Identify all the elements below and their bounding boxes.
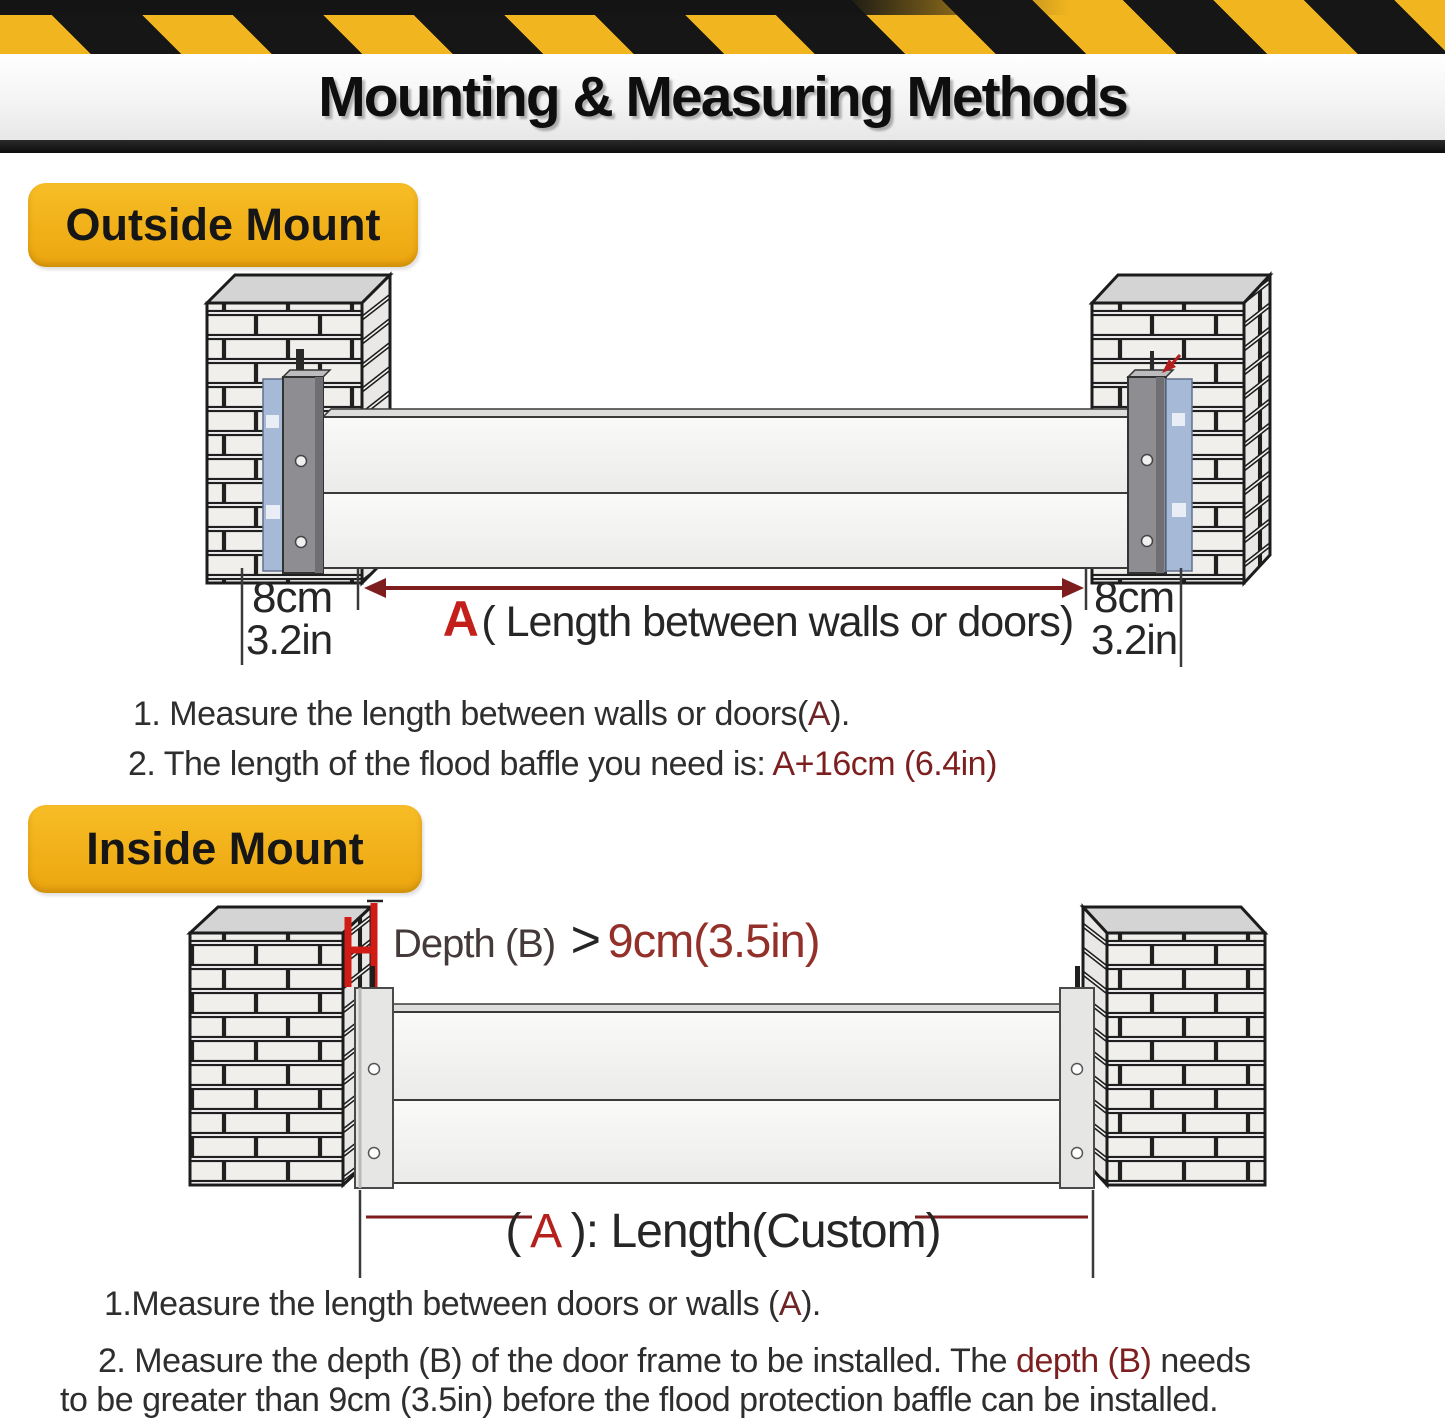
length-between-walls-label: A ( Length between walls or doors) <box>442 591 1074 647</box>
header-divider-bar <box>0 140 1445 153</box>
screw-hole <box>296 537 307 548</box>
outside-mount-label-text: Outside Mount <box>65 199 381 250</box>
screw-hole <box>1142 455 1153 466</box>
outside-step-2: 2. The length of the flood baffle you need is: A+16cm (6.4in) <box>128 745 997 783</box>
screw-hole <box>1142 536 1153 547</box>
inside-mount-diagram <box>0 895 1445 1280</box>
right-offset-in: 3.2in <box>1091 616 1178 663</box>
screw-hole <box>296 456 307 467</box>
outside-mount-diagram <box>0 265 1445 670</box>
screw-hole <box>1072 1064 1083 1075</box>
outside-mount-label <box>28 183 418 267</box>
screw-hole <box>369 1148 380 1159</box>
flood-baffle <box>323 409 1141 568</box>
depth-label: Depth (B) > 9cm(3.5in) <box>393 911 820 969</box>
mounting-bracket-left <box>263 349 330 573</box>
outside-step-1: 1. Measure the length between walls or doors(A). <box>133 695 850 733</box>
inside-mount-label-text: Inside Mount <box>86 823 364 874</box>
caution-tape-banner <box>0 0 1445 54</box>
title-band <box>0 54 1445 140</box>
mounting-bracket-right <box>1128 351 1192 573</box>
inside-mount-label <box>28 805 422 893</box>
page-title: Mounting & Measuring Methods <box>318 65 1127 129</box>
inside-step-2-line-2: to be greater than 9cm (3.5in) before the flood protection baffle can be installed. <box>60 1381 1219 1419</box>
seal-strip-right <box>1166 379 1192 571</box>
screw-hole <box>1072 1148 1083 1159</box>
screw-hole <box>369 1064 380 1075</box>
brick-wall-right <box>1083 907 1265 1185</box>
inside-step-2-line-1: 2. Measure the depth (B) of the door frame to be installed. The depth (B) needs <box>98 1342 1251 1380</box>
mounting-bracket-left <box>355 966 393 1188</box>
mounting-bracket-right <box>1060 966 1094 1188</box>
dimension-outside <box>242 568 1181 667</box>
left-offset-cm: 8cm <box>252 573 333 622</box>
seal-strip-left <box>263 379 283 571</box>
right-offset-cm: 8cm <box>1094 573 1175 622</box>
dimension-inside <box>360 1190 1093 1278</box>
brick-wall-left <box>190 907 371 1185</box>
custom-length-label: ( A ): Length(Custom) <box>505 1205 941 1258</box>
inside-step-1: 1.Measure the length between doors or walls (A). <box>104 1285 821 1323</box>
left-offset-in: 3.2in <box>246 616 333 663</box>
flood-baffle <box>358 1004 1100 1183</box>
